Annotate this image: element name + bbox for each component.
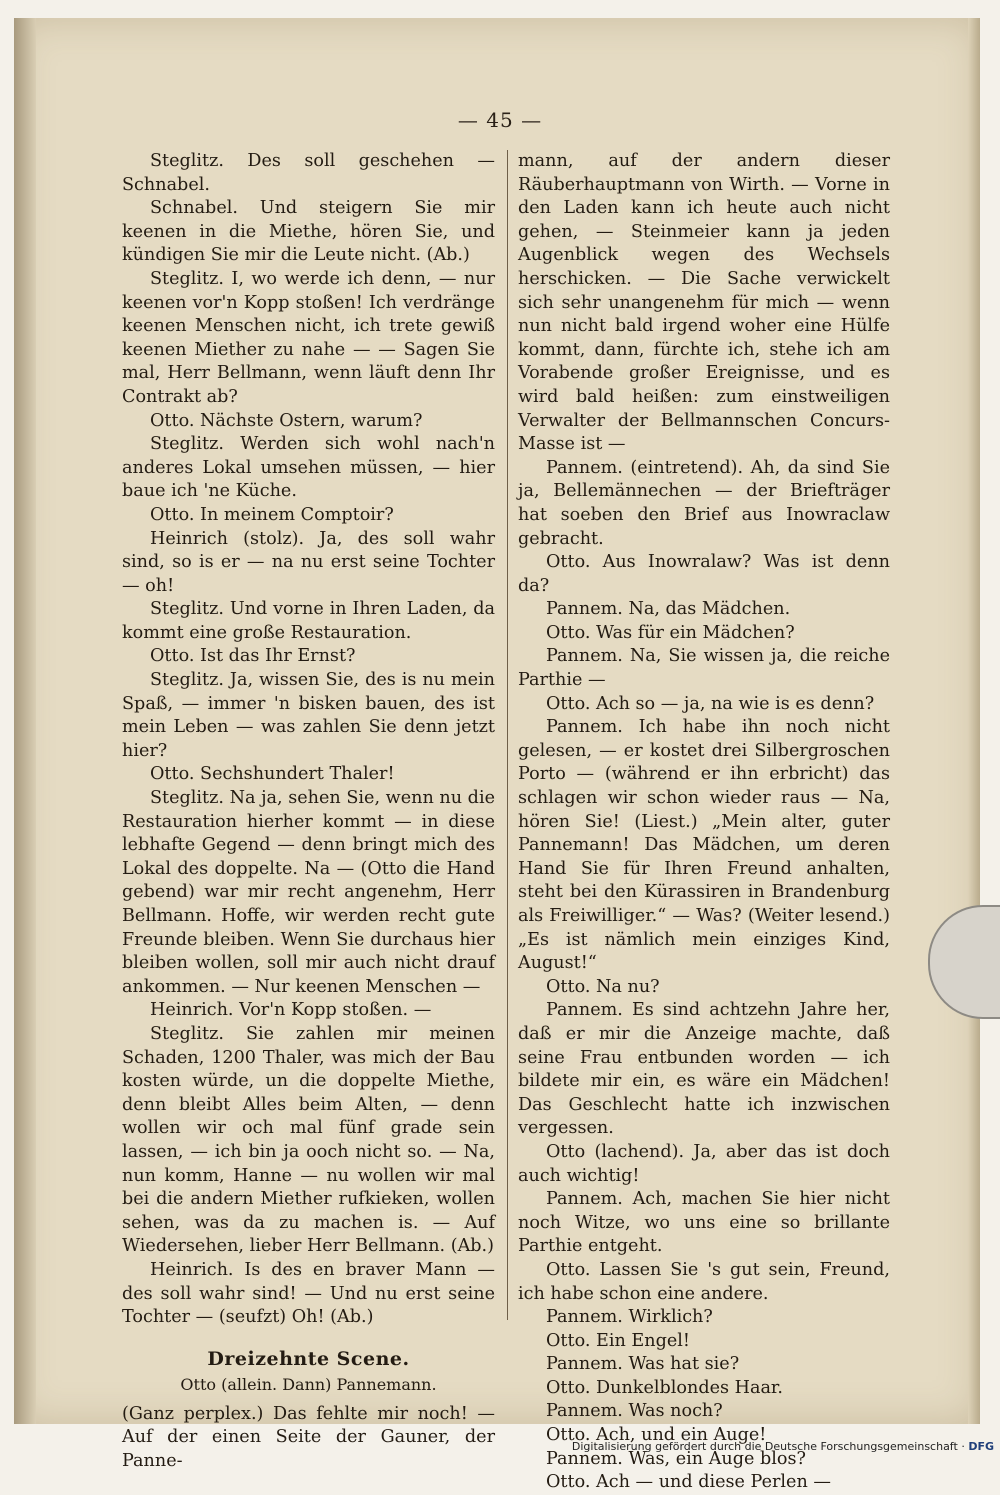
scene-heading: Dreizehnte Scene.	[207, 1347, 410, 1370]
left-tail-paragraph: (Ganz perplex.) Das fehlte mir noch! — Auf der einen Seite der Gauner, der Panne-	[122, 1403, 495, 1472]
left-paragraph: Steglitz. I, wo werde ich denn, — nur keenen vor'n Kopp stoßen! Ich verdränge keenen Menschen nicht, ich trete gewiß keenen Miether zu nahe — — Sagen Sie mal, Herr Bellmann, wenn läuft denn Ihr Contrakt ab?	[122, 268, 495, 407]
left-paragraph: Otto. Nächste Ostern, warum?	[150, 410, 423, 431]
left-paragraph: Steglitz. Und vorne in Ihren Laden, da kommt eine große Restauration.	[122, 599, 495, 643]
footer-text: Digitalisierung gefördert durch die Deutsche Forschungsgemeinschaft	[571, 1440, 958, 1453]
left-paragraph: Steglitz. Werden sich wohl nach'n anderes Lokal umsehen müssen, — hier baue ich 'ne Küche.	[122, 434, 495, 502]
right-paragraph: Otto. Lassen Sie 's gut sein, Freund, ich habe schon eine andere.	[518, 1259, 890, 1304]
left-paragraph: Otto. In meinem Comptoir?	[150, 504, 394, 525]
right-paragraph: Pannem. Na, das Mädchen.	[546, 599, 791, 620]
footer: Digitalisierung gefördert durch die Deutsche Forschungsgemeinschaft · DFG	[571, 1440, 994, 1453]
right-paragraph: Otto. Ein Engel!	[546, 1330, 690, 1351]
left-column	[122, 150, 495, 1474]
right-column-paragraphs	[518, 150, 890, 1495]
left-paragraph: Heinrich (stolz). Ja, des soll wahr sind, so is er — na nu erst seine Tochter — oh!	[122, 528, 495, 596]
left-paragraph: Steglitz. Des soll geschehen — Schnabel.	[122, 151, 495, 195]
right-paragraph: Otto. Ach — und diese Perlen —	[546, 1472, 831, 1493]
right-paragraph: mann, auf der andern dieser Räuberhauptmann von Wirth. — Vorne in den Laden kann ich heute auch nicht gehen, — Steinmeier kann ja jeden Augenblick wegen des Wechsels herschicken. — Die Sache verwickelt sich sehr unangenehm für mich — wenn nun nicht bald irgend woher eine Hülfe kommt, dann, fürchte ich, stehe ich am Vorabende großer Ereignisse, und es wird bald heißen: zum einstweiligen Verwalter der Bellmannschen Concurs-Masse ist —	[518, 151, 890, 455]
right-paragraph: Pannem. Ich habe ihn noch nicht gelesen, — er kostet drei Silbergroschen Porto — (während er ihn erbricht) das schlagen wir schon wieder raus — Na, hören Sie! (Liest.) „Mein alter, guter Pannemann! Das Mädchen, um deren Hand Sie für Ihren Freund anhalten, steht bei den Kürassiren in Brandenburg als Freiwilliger.“ — Was? (Weiter lesend.) „Es ist nämlich mein einziges Kind, August!“	[518, 717, 890, 974]
right-paragraph: Otto. Was für ein Mädchen?	[546, 622, 795, 643]
right-paragraph: Pannem. Was, ein Auge blos?	[546, 1448, 806, 1469]
right-paragraph: Otto. Ach, und ein Auge!	[546, 1425, 767, 1446]
column-divider	[507, 150, 508, 1320]
right-paragraph: Pannem. Na, Sie wissen ja, die reiche Parthie —	[518, 646, 890, 691]
right-paragraph: Otto. Ach so — ja, na wie is es denn?	[546, 693, 875, 714]
right-paragraph: Pannem. (eintretend). Ah, da sind Sie ja, Bellemännechen — der Briefträger hat soeben den Brief aus Inowraclaw gebracht.	[518, 457, 890, 549]
page-number: — 45 —	[457, 108, 543, 132]
left-paragraph: Schnabel. Und steigern Sie mir keenen in die Miethe, hören Sie, und kündigen Sie mir die Leute nicht. (Ab.)	[122, 198, 495, 266]
right-paragraph: Pannem. Was noch?	[546, 1401, 723, 1422]
left-column-tail	[122, 1403, 495, 1474]
scene-persons: Otto (allein. Dann) Pannemann.	[180, 1375, 437, 1395]
left-paragraph: Heinrich. Is des en braver Mann — des soll wahr sind! — Und nu erst seine Tochter — (seufzt) Oh! (Ab.)	[122, 1259, 495, 1328]
right-paragraph: Pannem. Ach, machen Sie hier nicht noch Witze, wo uns eine so brillante Parthie entgeht.	[518, 1189, 890, 1257]
right-paragraph: Pannem. Wirklich?	[546, 1307, 713, 1328]
right-paragraph: Pannem. Was hat sie?	[546, 1354, 740, 1375]
right-paragraph: Otto. Dunkelblondes Haar.	[546, 1377, 783, 1398]
left-paragraph: Heinrich. Vor'n Kopp stoßen. —	[150, 1000, 432, 1021]
left-paragraph: Steglitz. Ja, wissen Sie, des is nu mein Spaß, — immer 'n bisken bauen, des ist mein Leben — was zahlen Sie denn jetzt hier?	[122, 670, 495, 761]
right-paragraph: Pannem. Es sind achtzehn Jahre her, daß er mir die Anzeige machte, daß seine Frau entbunden worden — ich bildete mir ein, es wäre ein Mädchen! Das Geschlecht hatte ich inzwischen vergessen.	[518, 1000, 890, 1139]
dfg-logo: DFG	[968, 1440, 994, 1453]
left-column-paragraphs	[122, 150, 495, 1330]
left-paragraph: Otto. Sechshundert Thaler!	[150, 764, 395, 785]
left-paragraph: Otto. Ist das Ihr Ernst?	[150, 646, 356, 667]
right-column	[518, 150, 890, 1495]
right-paragraph: Otto. Na nu?	[546, 976, 660, 997]
left-paragraph: Steglitz. Sie zahlen mir meinen Schaden, 1200 Thaler, was mich der Bau kosten würde, un die doppelte Miethe, denn bleibt Alles beim Alten, — denn wollen wir och mal fünf grade sein lassen, — ich bin ja ooch nicht so. — Na, nun komm, Hanne — nu wollen wir mal bei die andern Miether rufkieken, wollen sehen, was da zu machen is. — Auf Wiedersehen, lieber Herr Bellmann. (Ab.)	[122, 1023, 495, 1257]
left-paragraph: Steglitz. Na ja, sehen Sie, wenn nu die Restauration hierher kommt — in diese lebhafte Gegend — denn bringt mich des Lokal des doppelte. Na — (Otto die Hand gebend) war mir recht angenehm, Herr Bellmann. Hoffe, wir werden recht gute Freunde bleiben. Wenn Sie durchaus hier bleiben wollen, soll mir auch nicht drauf ankommen. — Nur keenen Menschen —	[122, 788, 495, 997]
right-paragraph: Otto. Aus Inowralaw? Was ist denn da?	[518, 552, 890, 596]
right-paragraph: Otto (lachend). Ja, aber das ist doch auch wichtig!	[518, 1141, 890, 1186]
